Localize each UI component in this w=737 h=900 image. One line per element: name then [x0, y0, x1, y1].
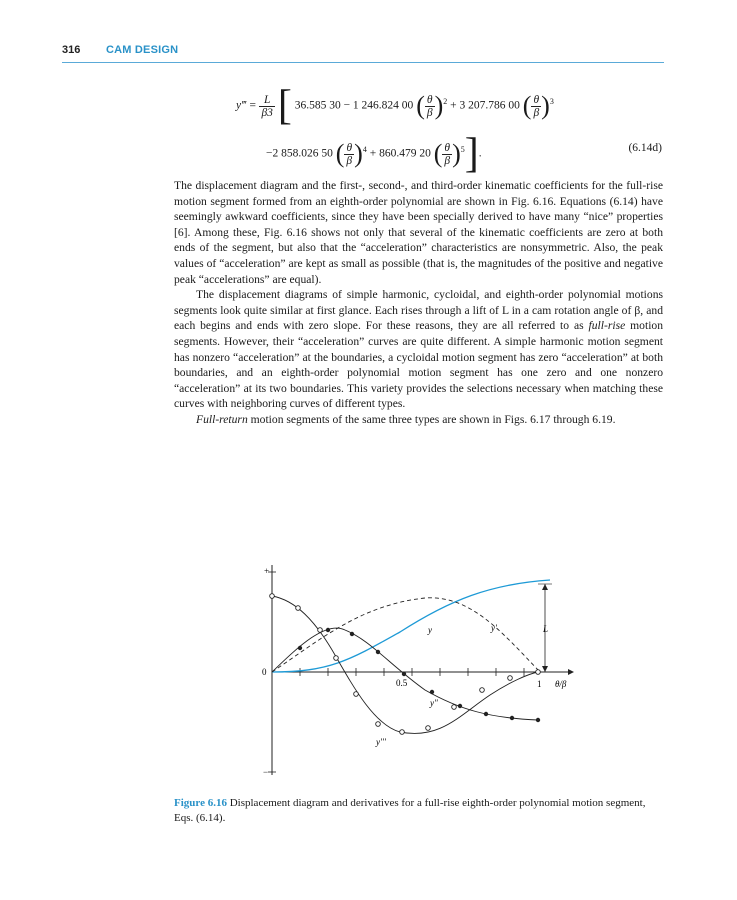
equation-line-1: y‴ = $\frac{L}{\beta 3}$ [ 36.585 30 − 1 246.824 00 ( $\frac{\theta}{\beta}$ )$^2$ + 3 207.786 00 ( $\frac{\theta}{\beta}$ )$^3$ — [236, 83, 554, 129]
equation-line-2: −2 858.026 50 ( $\frac{\theta}{\beta}$ )$^4$ + 860.479 20 ( $\frac{\theta}{\beta}$ )$^5$]. — [266, 131, 482, 177]
page-number: 316 — [62, 44, 81, 56]
eq-line1-coef: 36.585 30 − 1 246.824 00 — [294, 99, 414, 112]
figure-label: Figure 6.16 — [174, 797, 227, 809]
page-header — [62, 44, 664, 63]
caption-text: Displacement diagram and derivatives for a full-rise eighth-order polynomial motion segment, Eqs. (6.14). — [174, 797, 646, 824]
paragraph-1: The displacement diagram and the first-, second-, and third-order kinematic coefficients for the full-rise motion segment formed from an eighth-order polynomial are shown in Fig. 6.16. Equations (6.14) have seemingly awkward coefficients, since they have been specially derived to have many “nice” properties [6]. Among these, Fig. 6.16 shows not only that several of the kinematic coefficients are zero at both ends of the segment, but also that the “acceleration” characteristics are nonsymmetric. Also, the peak values of “acceleration” are kept as small as possible (that is, the magnitudes of the positive and negative peak “accelerations” are equal). — [174, 179, 663, 286]
eq-frac-L-beta3: $\frac{L}{\beta 3}$ — [261, 93, 273, 119]
paragraph-2: The displacement diagrams of simple harmonic, cycloidal, and eighth-order polynomial motions segments look quite similar at first glance. Each rises through a lift of L in a cam rotation angle of β, and each begins and ends with zero slope. For these reasons, they are all referred to as full-rise motion segments. However, their “acceleration” curves are quite different. A simple harmonic motion segment has nonzero “acceleration” at the boundaries, a cycloidal motion segment has zero “acceleration” at both boundaries, and an eighth-order polynomial motion segment has one zero and one nonzero “acceleration” at its two boundaries. This variety provides the selections necessary when matching these curves with neighboring curves of different types. — [174, 288, 664, 411]
third-derivative-curve — [272, 596, 538, 734]
left-bracket: [ — [277, 83, 292, 129]
equation-number: (6.14d) — [628, 142, 662, 154]
x-axis-arrow — [568, 669, 574, 675]
y3-label: y''' — [376, 737, 386, 747]
second-derivative-dots — [298, 628, 540, 722]
body-text — [174, 178, 663, 428]
right-bracket: ] — [464, 131, 479, 177]
eq-lhs: y‴ = — [236, 99, 257, 112]
third-derivative-circles — [270, 594, 541, 735]
x-axis-label: θ/β — [555, 679, 567, 689]
paragraph-3: Full-return motion segments of the same three types are shown in Figs. 6.17 through 6.19. — [196, 412, 616, 426]
figure-caption — [174, 796, 664, 826]
eq-line2-term2: + 860.479 20 — [369, 147, 431, 160]
x-one-label: 1 — [537, 679, 542, 689]
first-derivative-curve — [272, 598, 540, 672]
y-label: y — [428, 625, 432, 635]
eq-line2-coef: −2 858.026 50 — [266, 147, 333, 160]
figure-6-16 — [250, 560, 590, 780]
y-minus-label: − — [263, 767, 269, 777]
displacement-curve — [272, 580, 550, 672]
y1-label: y' — [491, 623, 497, 633]
running-head: CAM DESIGN — [106, 44, 179, 56]
y-plus-label: + — [264, 566, 270, 576]
y2-label: y" — [430, 698, 438, 708]
origin-label: 0 — [262, 667, 267, 677]
lift-label: L — [543, 624, 549, 634]
eq-line1-term2: + 3 207.786 00 — [450, 99, 520, 112]
x-half-label: 0.5 — [396, 678, 408, 688]
